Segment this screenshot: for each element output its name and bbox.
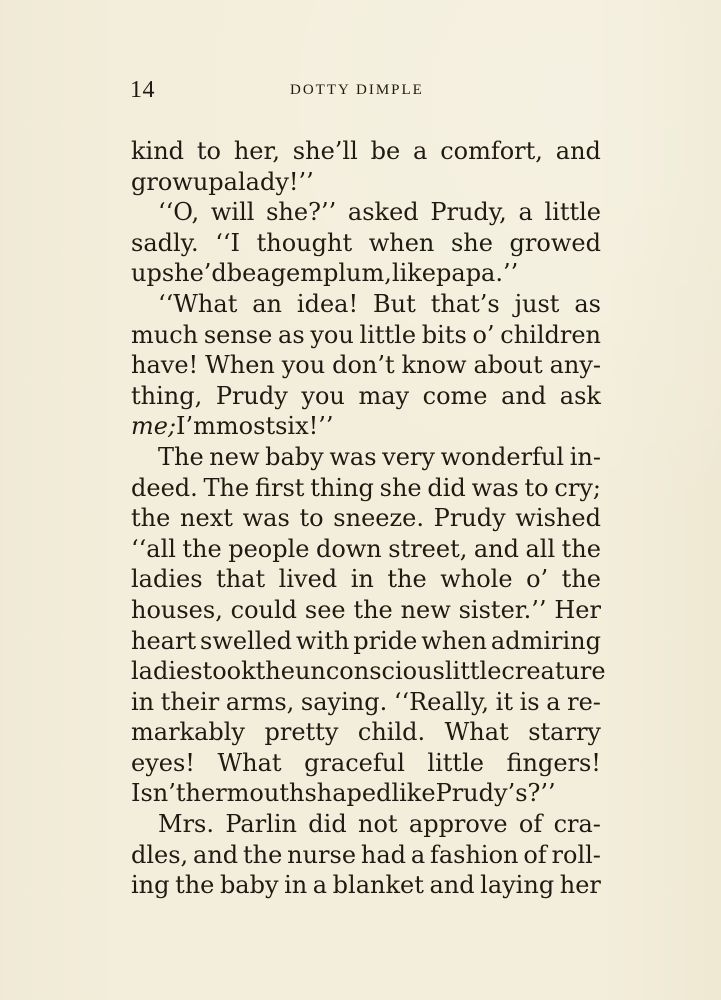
text-word: pretty <box>264 718 339 747</box>
text-line <box>131 228 601 259</box>
text-word: ‘‘O, <box>158 198 200 227</box>
text-word: fashion <box>429 840 519 869</box>
text-word: When <box>205 351 275 380</box>
text-word: her <box>185 779 227 808</box>
text-word: the <box>242 840 283 869</box>
text-word: wonderful <box>440 442 565 471</box>
text-word: Prudy <box>215 381 288 410</box>
text-word: with <box>295 626 350 655</box>
text-word: when <box>421 626 487 655</box>
text-word: she?’’ <box>266 198 337 227</box>
text-word: Prudy’s?’’ <box>435 779 556 808</box>
text-word: eyes! <box>131 748 195 777</box>
text-word: thing <box>310 473 374 502</box>
text-word: and <box>501 381 547 410</box>
text-word: all <box>525 534 556 563</box>
text-word: up <box>131 259 162 288</box>
text-word: cry; <box>554 473 601 502</box>
text-word: her <box>559 871 601 900</box>
text-word: laying <box>480 871 555 900</box>
text-word: children <box>500 320 601 349</box>
text-word: she’ll <box>292 137 358 165</box>
text-word: idea! <box>296 289 359 318</box>
text-word: in <box>131 687 155 716</box>
text-word: street, <box>388 534 468 563</box>
text-line <box>131 258 601 289</box>
text-line <box>131 442 601 473</box>
text-word: to <box>524 473 549 502</box>
text-word: and <box>555 137 601 165</box>
text-line <box>131 350 601 381</box>
text-line <box>131 320 601 351</box>
text-word: arms, <box>225 687 295 716</box>
text-line <box>131 564 601 595</box>
text-line <box>131 411 601 442</box>
text-word: very <box>382 442 435 471</box>
text-word: Parlin <box>225 810 297 839</box>
text-word: papa.’’ <box>436 259 519 288</box>
text-word: little <box>444 657 502 686</box>
text-word: admiring <box>490 626 601 655</box>
text-word: the <box>387 565 427 594</box>
text-word: their <box>160 687 220 716</box>
text-word: took <box>202 657 256 686</box>
text-word: you <box>301 381 345 410</box>
text-word: could <box>230 595 298 624</box>
text-word: and <box>473 534 519 563</box>
text-word: What <box>444 718 509 747</box>
body-text <box>131 136 606 901</box>
text-word: Prudy, <box>430 198 507 227</box>
text-word: a <box>518 198 533 227</box>
text-word: nurse <box>287 840 357 869</box>
text-word: in <box>284 871 308 900</box>
text-line <box>131 136 601 167</box>
text-word: about <box>473 351 543 380</box>
text-word: had <box>360 840 406 869</box>
text-word: gemplum, <box>270 259 392 288</box>
text-word: see <box>304 595 346 624</box>
text-word: like <box>391 259 437 288</box>
text-word: next <box>180 504 233 533</box>
text-word: ladies <box>131 657 203 686</box>
text-word: most <box>215 412 276 441</box>
text-word: roll- <box>551 840 601 869</box>
text-word: sadly. <box>131 228 199 257</box>
text-word: a <box>546 687 561 716</box>
text-word: people <box>228 534 310 563</box>
text-word: ‘‘I <box>215 228 241 257</box>
text-line <box>131 656 606 687</box>
text-word: ‘‘What <box>158 289 238 318</box>
text-word: grow <box>131 167 193 196</box>
text-word: as <box>574 289 601 318</box>
text-word: know <box>401 351 467 380</box>
text-line <box>131 840 601 871</box>
text-word: up <box>192 167 224 196</box>
text-word: lady!’’ <box>237 167 314 196</box>
text-line <box>131 167 601 198</box>
text-word: fingers! <box>506 748 601 777</box>
text-word: is <box>519 687 540 716</box>
text-word: she <box>379 473 422 502</box>
text-word: lived <box>278 565 338 594</box>
text-word: o’ <box>526 565 549 594</box>
text-word: ask <box>559 381 601 410</box>
text-word: she <box>450 228 493 257</box>
text-word: a <box>413 137 428 165</box>
text-word: thought <box>256 228 353 257</box>
text-word: me; <box>131 412 177 441</box>
text-word: swelled <box>200 626 293 655</box>
text-line <box>131 503 601 534</box>
text-word: sense <box>203 320 273 349</box>
text-word: she’d <box>161 259 227 288</box>
text-word: and <box>193 840 239 869</box>
text-word: a <box>223 167 238 196</box>
text-word: was <box>329 442 377 471</box>
text-word: Her <box>554 595 601 624</box>
text-word: a <box>256 259 271 288</box>
text-line <box>131 197 601 228</box>
text-word: come <box>422 381 488 410</box>
text-word: it <box>495 687 513 716</box>
text-word: ‘‘Really, <box>393 687 490 716</box>
running-title: DOTTY DIMPLE <box>290 82 424 98</box>
text-word: Prudy <box>433 504 506 533</box>
text-line <box>131 289 601 320</box>
text-line <box>131 626 601 657</box>
text-line <box>131 809 601 840</box>
text-word: the <box>175 871 215 900</box>
text-word: little <box>427 748 484 777</box>
text-line <box>131 717 601 748</box>
text-word: much <box>131 320 199 349</box>
text-line <box>131 748 601 779</box>
text-word: dles, <box>131 840 189 869</box>
text-word: But <box>373 289 416 318</box>
text-word: to <box>299 504 324 533</box>
text-word: new <box>400 595 451 624</box>
text-word: sister.’’ <box>458 595 547 624</box>
text-word: ‘‘all <box>131 534 176 563</box>
text-word: wished <box>515 504 601 533</box>
text-word: creature <box>501 657 606 686</box>
text-word: ladies <box>131 565 203 594</box>
text-word: sneeze. <box>333 504 424 533</box>
text-word: baby <box>219 871 279 900</box>
text-word: as <box>278 320 305 349</box>
text-word: of <box>523 840 547 869</box>
text-word: the <box>353 595 393 624</box>
text-word: shaped <box>304 779 392 808</box>
text-word: growed <box>509 228 601 257</box>
text-word: approve <box>408 810 508 839</box>
text-word: down <box>315 534 382 563</box>
text-word: a <box>410 840 426 869</box>
text-word: heart <box>131 626 197 655</box>
text-word: houses, <box>131 595 223 624</box>
text-word: markably <box>131 718 245 747</box>
text-word: child. <box>357 718 426 747</box>
text-word: of <box>518 810 543 839</box>
text-word: baby <box>265 442 324 471</box>
text-word: ing <box>131 871 170 900</box>
text-word: thing, <box>131 381 203 410</box>
text-word: may <box>358 381 410 410</box>
text-word: blanket <box>332 871 424 900</box>
text-line <box>131 381 601 412</box>
text-word: comfort, <box>440 137 543 165</box>
text-line <box>131 870 601 901</box>
text-word: first <box>255 473 305 502</box>
text-word: The <box>158 442 204 471</box>
text-line <box>131 534 601 565</box>
text-word: her, <box>233 137 280 165</box>
text-word: whole <box>440 565 513 594</box>
page-header <box>130 77 460 107</box>
text-word: What <box>217 748 282 777</box>
text-word: six!’’ <box>275 412 334 441</box>
text-word: in <box>350 565 374 594</box>
text-word: like <box>391 779 436 808</box>
text-word: the <box>561 534 601 563</box>
text-word: bits <box>421 320 467 349</box>
text-line <box>131 778 601 809</box>
text-word: unconscious <box>294 657 445 686</box>
text-word: be <box>370 137 401 165</box>
text-word: asked <box>347 198 419 227</box>
text-word: not <box>358 810 398 839</box>
text-word: pride <box>353 626 418 655</box>
text-word: The <box>203 473 250 502</box>
text-word: Isn’t <box>131 779 186 808</box>
text-word: you <box>281 351 326 380</box>
text-word: to <box>196 137 221 165</box>
text-word: be <box>226 259 257 288</box>
text-word: o’ <box>472 320 495 349</box>
text-word: cra- <box>553 810 601 839</box>
text-line <box>131 473 601 504</box>
text-line <box>131 687 601 718</box>
text-word: in- <box>569 442 601 471</box>
text-line <box>131 595 601 626</box>
text-word: don’t <box>332 351 395 380</box>
text-word: deed. <box>131 473 198 502</box>
text-word: Mrs. <box>158 810 214 839</box>
text-word: that <box>216 565 266 594</box>
text-word: starry <box>528 718 601 747</box>
text-word: will <box>210 198 255 227</box>
text-word: just <box>514 289 560 318</box>
page-number: 14 <box>130 77 155 103</box>
text-word: little <box>544 198 601 227</box>
text-word: when <box>368 228 435 257</box>
text-word: the <box>255 657 295 686</box>
text-word: little <box>359 320 417 349</box>
text-word: mouth <box>226 779 305 808</box>
text-word: new <box>209 442 260 471</box>
text-word: I’m <box>176 412 216 441</box>
text-word: that’s <box>430 289 500 318</box>
text-word: the <box>561 565 601 594</box>
text-word: kind <box>131 137 185 165</box>
text-word: graceful <box>304 748 405 777</box>
text-word: have! <box>131 351 199 380</box>
text-word: you <box>310 320 354 349</box>
text-word: did <box>308 810 347 839</box>
text-word: the <box>131 504 171 533</box>
text-word: was <box>242 504 290 533</box>
text-word: re- <box>567 687 601 716</box>
text-word: was <box>471 473 519 502</box>
text-word: a <box>312 871 328 900</box>
text-word: an <box>252 289 283 318</box>
text-word: did <box>427 473 466 502</box>
text-word: and <box>429 871 475 900</box>
text-word: saying. <box>300 687 388 716</box>
text-word: the <box>182 534 222 563</box>
text-word: any- <box>549 351 601 380</box>
